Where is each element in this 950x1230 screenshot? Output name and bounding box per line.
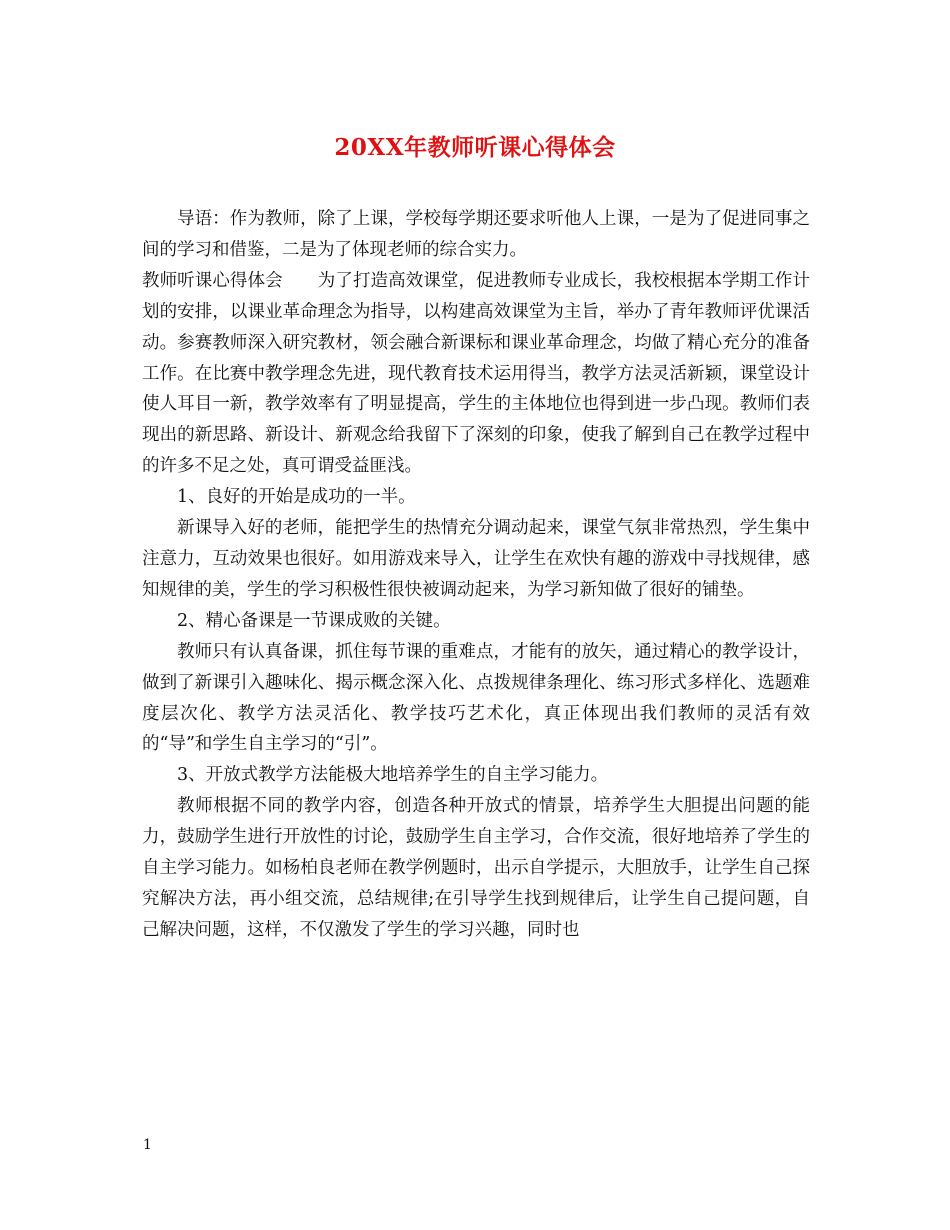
page-number: 1 (143, 1137, 152, 1153)
heading-point-3: 3、开放式教学方法能极大地培养学生的自主学习能力。 (177, 765, 609, 786)
heading-point-1: 1、良好的开始是成功的一半。 (177, 487, 416, 508)
paragraph-intro: 导语：作为教师，除了上课，学校每学期还要求听他人上课，一是为了促进同事之间的学习和借鉴，二是为了体现老师的综合实力。 (142, 209, 810, 260)
paragraph-main: 教师听课心得体会 为了打造高效课堂，促进教师专业成长，我校根据本学期工作计划的安排，以课业革命理念为指导，以构建高效课堂为主旨，举办了青年教师评优课活动。参赛教师深入研究教材，领会融合新课标和课业革命理念，均做了精心充分的准备工作。在比赛中教学理念先进，现代教育技术运用得当，教学方法灵活新颖，课堂设计使人耳目一新，教学效率有了明显提高，学生的主体地位也得到进一步凸现。教师们表现出的新思路、新设计、新观念给我留下了深刻的印象，使我了解到自己在教学过程中的许多不足之处，真可谓受益匪浅。 (142, 270, 810, 477)
paragraph-point-1: 新课导入好的老师，能把学生的热情充分调动起来，课堂气氛非常热烈，学生集中注意力，互动效果也很好。如用游戏来导入，让学生在欢快有趣的游戏中寻找规律，感知规律的美，学生的学习积极性很快被调动起来，为学习新知做了很好的铺垫。 (142, 518, 810, 600)
document-body (142, 204, 810, 946)
heading-point-2: 2、精心备课是一节课成败的关键。 (177, 610, 451, 631)
paragraph-point-2: 教师只有认真备课，抓住每节课的重难点，才能有的放矢，通过精心的教学设计，做到了新课引入趣味化、揭示概念深入化、点拨规律条理化、练习形式多样化、选题难度层次化、教学方法灵活化、教学技巧艺术化，真正体现出我们教师的灵活有效的“导”和学生自主学习的“引”。 (142, 641, 810, 755)
document-title: 20XX年教师听课心得体会 (334, 134, 616, 161)
paragraph-point-3: 教师根据不同的教学内容，创造各种开放式的情景，培养学生大胆提出问题的能力，鼓励学生进行开放性的讨论，鼓励学生自主学习，合作交流，很好地培养了学生的自主学习能力。如杨柏良老师在教学例题时，出示自学提示，大胆放手，让学生自己探究解决方法，再小组交流，总结规律;在引导学生找到规律后，让学生自己提问题，自己解决问题，这样，不仅激发了学生的学习兴趣，同时也 (142, 796, 810, 940)
